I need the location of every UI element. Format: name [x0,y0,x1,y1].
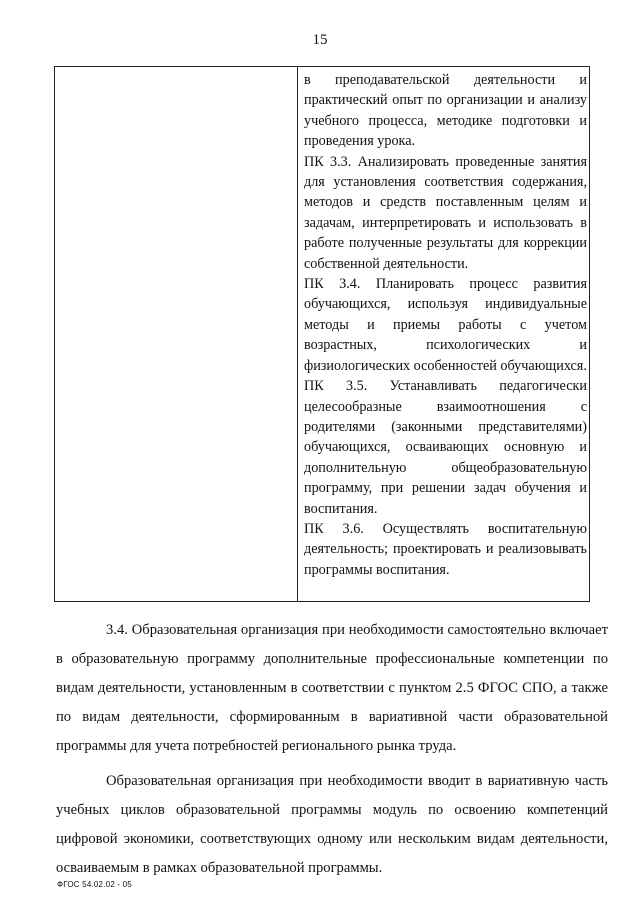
table-paragraph: ПК 3.3. Анализировать проведенные занятия для установления соответствия содержания, методов и средств поставленным целям и задачам, интерпретировать и использовать в работе полученные результаты для коррекции собственной деятельности. [304,153,587,272]
body-text [56,616,608,883]
table-left-cell [55,67,298,601]
table-paragraph: в преподавательской деятельности и практический опыт по организации и анализу учебного процесса, методике подготовки и проведения урока. [304,72,587,150]
footer-code: ФГОС 54.02.02 - 05 [57,880,132,889]
body-paragraph: 3.4. Образовательная организация при необходимости самостоятельно включает в образовательную программу дополнительные профессиональные компетенции по видам деятельности, установленным в соответствии с пунктом 2.5 ФГОС СПО, а также по видам деятельности, сформированным в вариативной части образовательной программы для учета потребностей регионального рынка труда. [56,622,608,754]
table-paragraph: ПК 3.6. Осуществлять воспитательную деятельность; проектировать и реализовывать программы воспитания. [304,520,587,578]
table-paragraph: ПК 3.5. Устанавливать педагогически целесообразные взаимоотношения с родителями (законными представителями) обучающихся, осваивающих основную и дополнительную общеобразовательную программу, при решении задач обучения и воспитания. [304,378,587,517]
table-paragraph: ПК 3.4. Планировать процесс развития обучающихся, используя индивидуальные методы и приемы работы с учетом возрастных, психологических и физиологических особенностей обучающихся. [304,276,587,374]
competencies-table [54,66,590,602]
page-number: 15 [312,32,328,48]
body-paragraph: Образовательная организация при необходимости вводит в вариативную часть учебных циклов образовательной программы модуль по освоению компетенций цифровой экономики, соответствующих одному или нескольким видам деятельности, осваиваемым в рамках образовательной программы. [56,773,608,876]
table-right-cell [298,67,589,601]
